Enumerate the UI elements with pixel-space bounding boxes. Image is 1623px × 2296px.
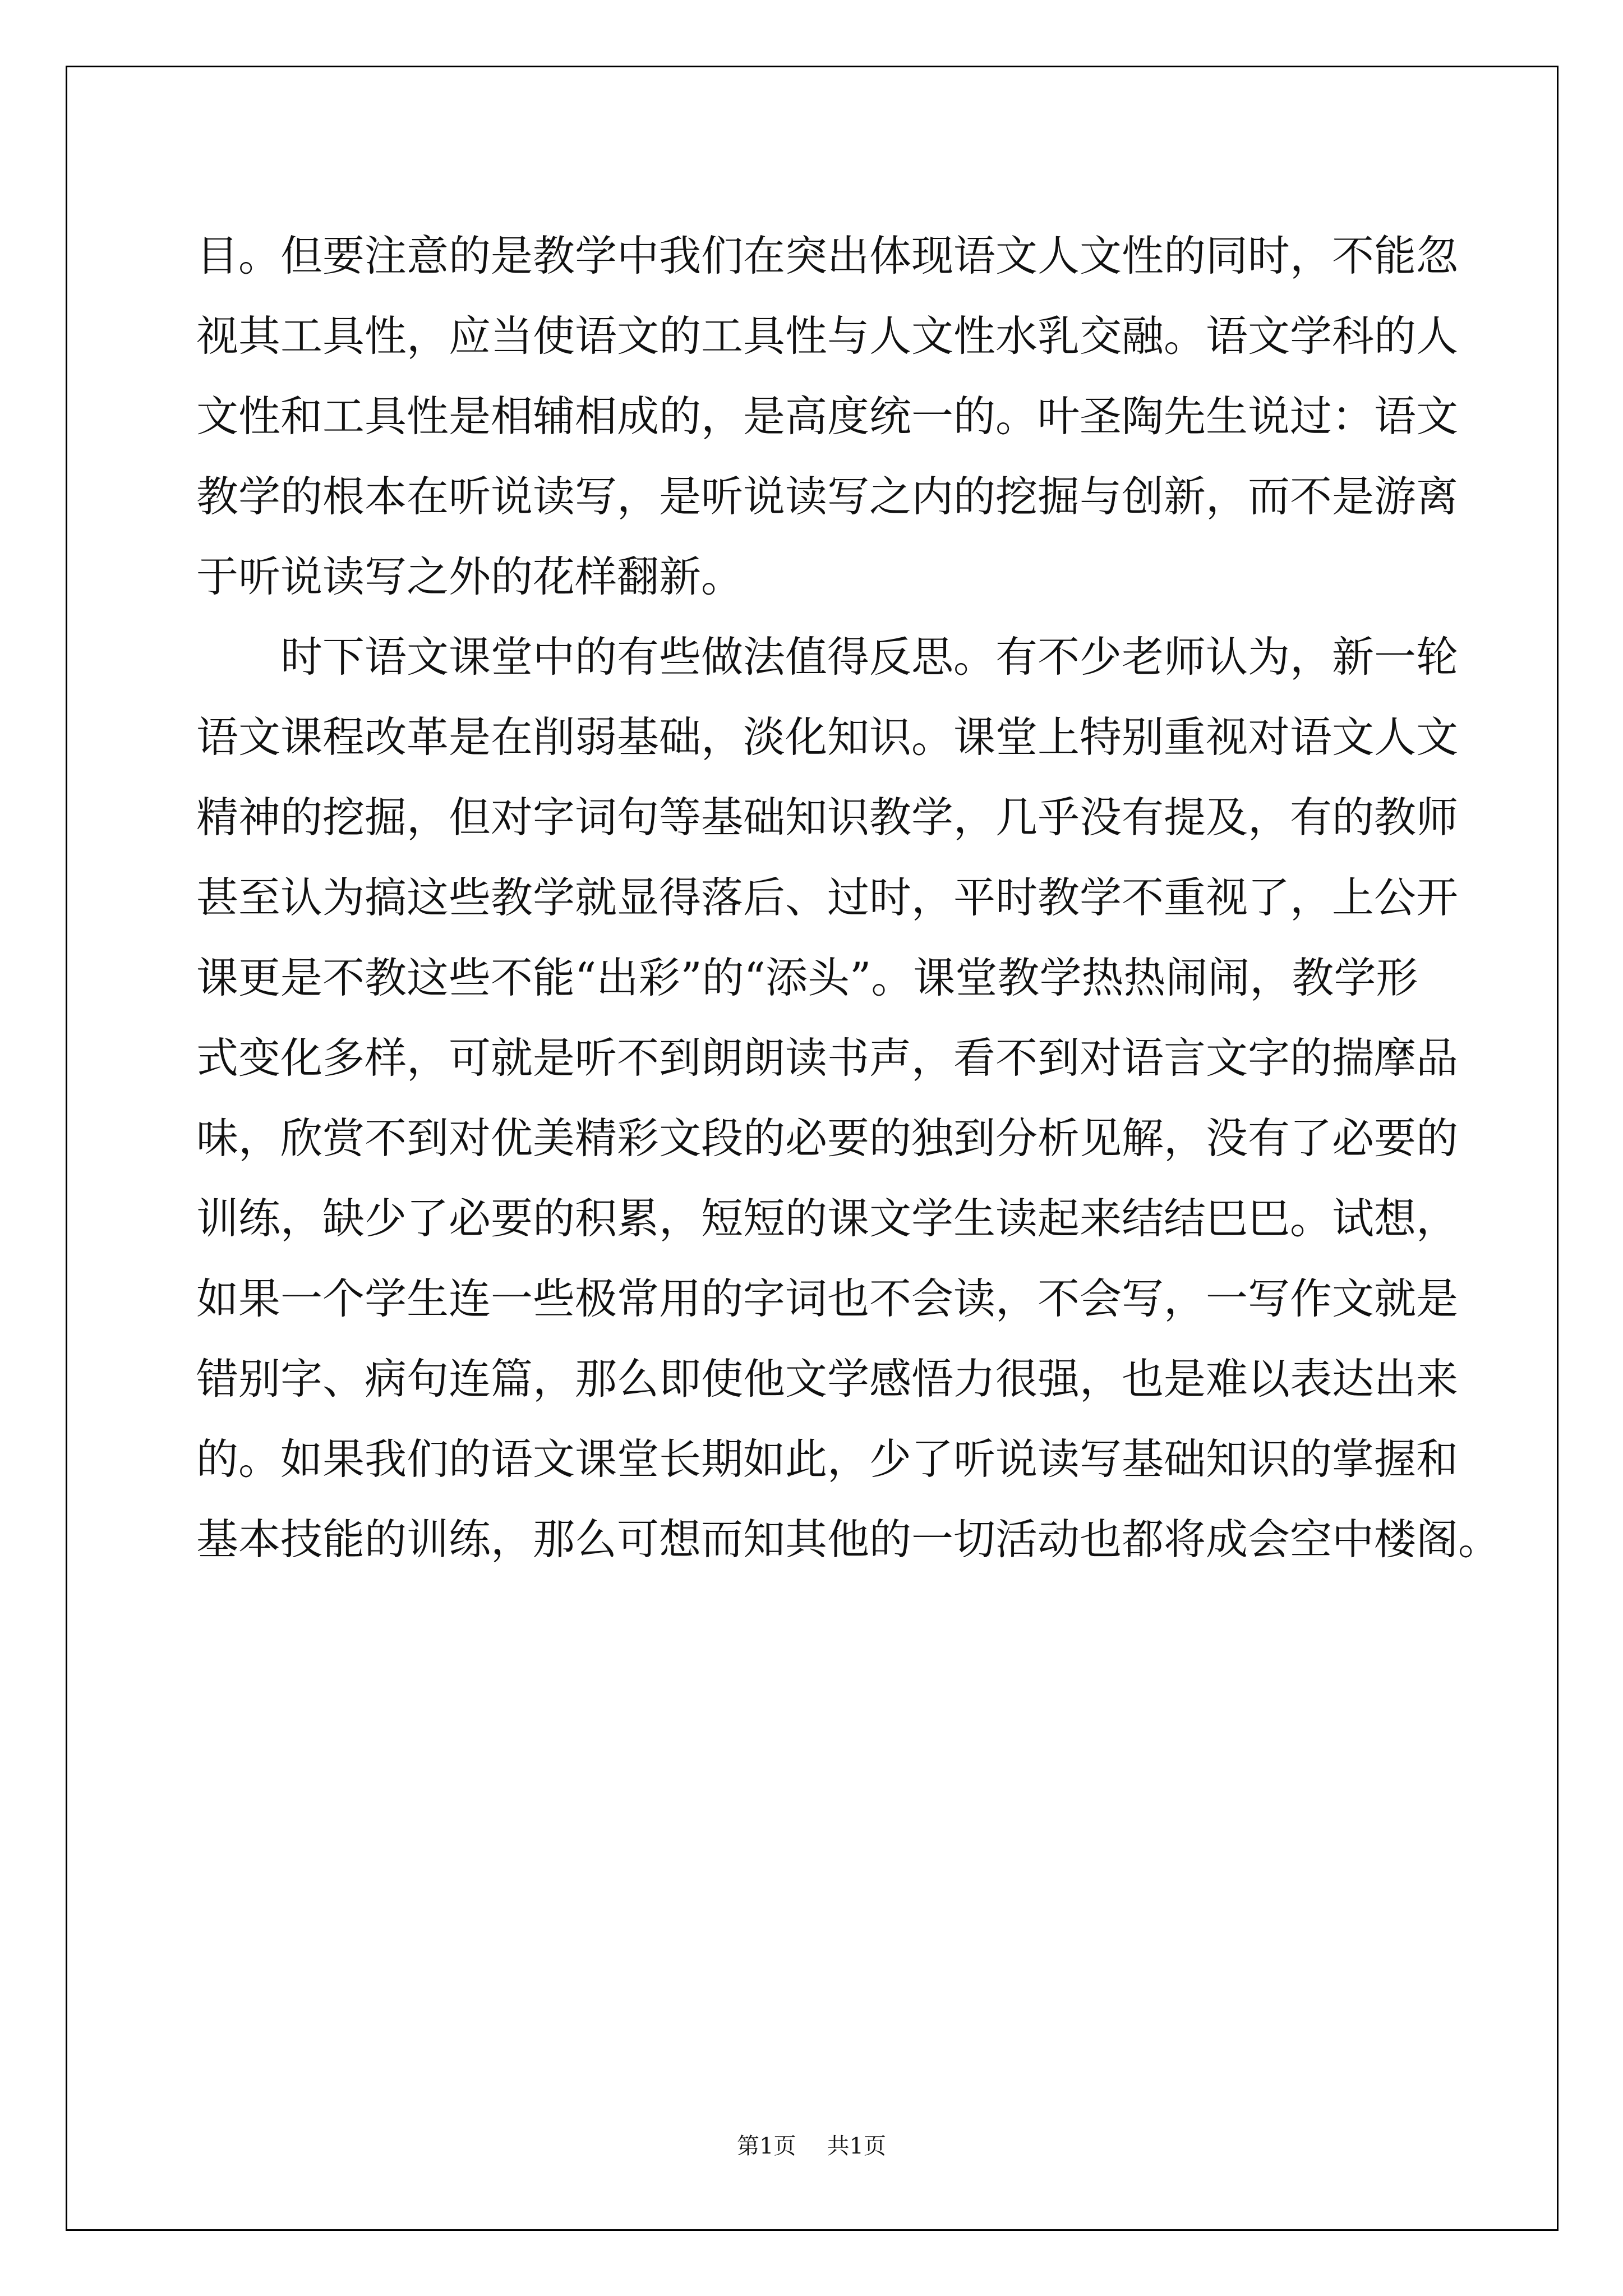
page-number: 第1页 [737, 2133, 796, 2159]
total-pages: 共1页 [827, 2133, 886, 2159]
text-line: 训练，缺少了必要的积累，短短的课文学生读起来结结巴巴。试想， [196, 1194, 1459, 1243]
text-line: 时下语文课堂中的有些做法值得反思。有不少老师认为，新一轮 [280, 632, 1459, 682]
text-line: 视其工具性，应当使语文的工具性与人文性水乳交融。语文学科的人 [196, 311, 1459, 361]
text-line: 如果一个学生连一些极常用的字词也不会读，不会写，一写作文就是 [196, 1274, 1459, 1323]
text-line: 甚至认为搞这些教学就显得落后、过时，平时教学不重视了，上公开 [196, 873, 1459, 922]
page-footer [0, 2129, 1623, 2163]
text-line: 式变化多样，可就是听不到朗朗读书声，看不到对语言文字的揣摩品 [196, 1033, 1459, 1083]
text-line: 目。但要注意的是教学中我们在突出体现语文人文性的同时，不能忽 [196, 231, 1459, 280]
text-line: 精神的挖掘，但对字词句等基础知识教学，几乎没有提及，有的教师 [196, 793, 1459, 842]
document-body [196, 216, 1501, 1580]
text-line: 味，欣赏不到对优美精彩文段的必要的独到分析见解，没有了必要的 [196, 1114, 1459, 1163]
text-line: 错别字、病句连篇，那么即使他文学感悟力很强，也是难以表达出来 [196, 1354, 1459, 1404]
text-line: 语文课程改革是在削弱基础，淡化知识。课堂上特别重视对语文人文 [196, 712, 1459, 762]
text-line: 的。如果我们的语文课堂长期如此，少了听说读写基础知识的掌握和 [196, 1434, 1459, 1484]
text-line: 课更是不教这些不能“出彩”的“添头”。课堂教学热热闹闹，教学形 [196, 953, 1418, 1002]
text-line: 基本技能的训练，那么可想而知其他的一切活动也都将成会空中楼阁。 [196, 1515, 1501, 1564]
paragraph-2 [196, 617, 1501, 1580]
paragraph-1 [196, 216, 1459, 617]
text-line: 文性和工具性是相辅相成的，是高度统一的。叶圣陶先生说过：语文 [196, 392, 1459, 441]
text-line: 教学的根本在听说读写，是听说读写之内的挖掘与创新，而不是游离 [196, 472, 1459, 521]
text-line: 于听说读写之外的花样翻新。 [196, 552, 744, 601]
